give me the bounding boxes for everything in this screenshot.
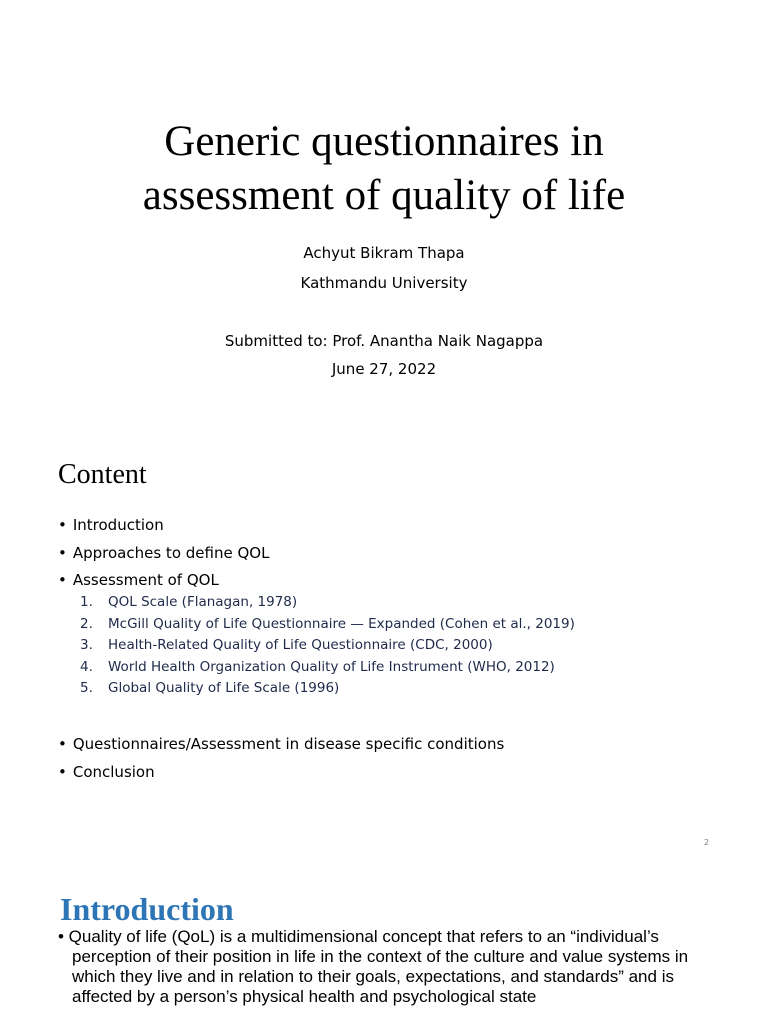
sub-item-number: 2.	[80, 615, 93, 632]
presentation-date: June 27, 2022	[331, 360, 437, 378]
sub-list-item	[80, 678, 575, 700]
presentation-title	[0, 115, 768, 223]
content-slide	[0, 432, 768, 864]
assessment-sub-list	[80, 592, 575, 700]
sub-item-text: McGill Quality of Life Questionnaire — Expanded (Cohen et al., 2019)	[108, 615, 575, 632]
bullet-text: Introduction	[72, 516, 164, 534]
bullet-text: Approaches to define QOL	[72, 544, 270, 562]
author-name: Achyut Bikram Thapa	[303, 244, 465, 262]
bullet-text: Conclusion	[72, 763, 155, 781]
bullet-dot: •	[58, 544, 67, 562]
bullet-text: Questionnaires/Assessment in disease specific conditions	[72, 735, 505, 753]
sub-list-item	[80, 657, 575, 679]
introduction-slide	[0, 864, 768, 1024]
sub-item-text: Global Quality of Life Scale (1996)	[108, 680, 340, 696]
title-line-2: assessment of quality of life	[142, 172, 626, 219]
bullet-item	[58, 762, 155, 782]
introduction-body: • Quality of life (QoL) is a multidimensional concept that refers to an “individual’s perception of their position in life in the context of the culture and value systems in which they live and in relation to their goals, expectations, and standards” and is affected by a person’s physical health and psychological state	[58, 927, 689, 1006]
university-name: Kathmandu University	[300, 274, 468, 292]
sub-list-item	[80, 614, 575, 636]
sub-list-item	[80, 592, 575, 614]
bullet-dot: •	[58, 763, 67, 781]
bullet-dot: •	[58, 735, 67, 753]
sub-item-number: 3.	[80, 637, 93, 653]
bullet-item	[58, 570, 219, 590]
introduction-title: Introduction	[60, 891, 234, 927]
bullet-item	[58, 515, 164, 535]
content-title: Content	[58, 459, 147, 490]
sub-list-item	[80, 635, 575, 657]
bullet-item	[58, 543, 269, 563]
bullet-item	[58, 734, 504, 754]
bullet-text: Assessment of QOL	[72, 571, 219, 589]
sub-item-text: Health-Related Quality of Life Questionnaire (CDC, 2000)	[108, 637, 493, 653]
sub-item-number: 1.	[80, 594, 93, 610]
title-slide	[0, 0, 768, 432]
sub-item-number: 5.	[80, 680, 93, 696]
bullet-dot: •	[58, 516, 67, 534]
sub-item-text: QOL Scale (Flanagan, 1978)	[108, 594, 298, 610]
title-line-1: Generic questionnaires in	[164, 118, 604, 165]
sub-item-text: World Health Organization Quality of Life Instrument (WHO, 2012)	[108, 658, 555, 675]
sub-item-number: 4.	[80, 658, 93, 675]
submitted-to: Submitted to: Prof. Anantha Naik Nagappa	[224, 332, 544, 350]
page-number: 2	[704, 838, 710, 847]
bullet-dot: •	[58, 571, 67, 589]
